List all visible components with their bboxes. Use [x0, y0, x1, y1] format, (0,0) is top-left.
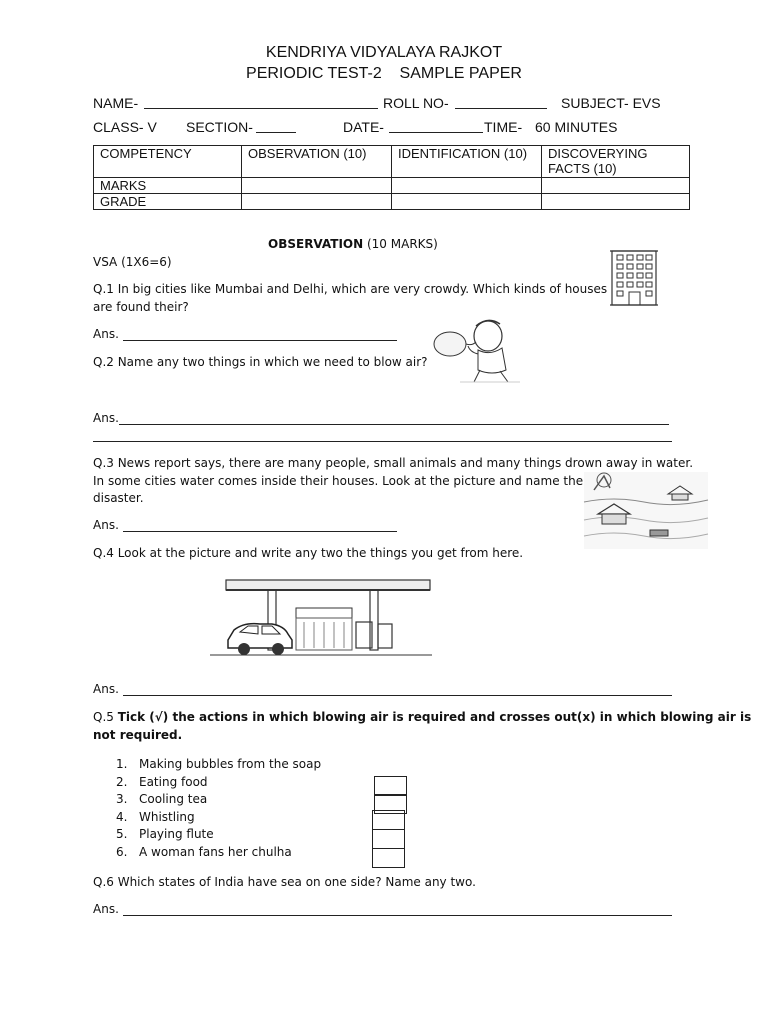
- rollno-label: ROLL NO-: [383, 95, 449, 111]
- table-header-cell: DISCOVERYING FACTS (10): [542, 146, 690, 178]
- date-input-line[interactable]: [389, 132, 483, 133]
- flood-illustration: [584, 472, 708, 549]
- table-row-label: GRADE: [94, 194, 242, 210]
- list-item-text: Cooling tea: [139, 792, 208, 807]
- answer-6-line[interactable]: [123, 915, 672, 916]
- answer-label: Ans.: [93, 327, 119, 341]
- answer-2-line-2[interactable]: [93, 441, 672, 442]
- question-1-line-1: Q.1 In big cities like Mumbai and Delhi, which are very crowdy. Which kinds of houses: [93, 282, 608, 296]
- section-title: OBSERVATION: [268, 237, 364, 251]
- table-row: [94, 178, 690, 194]
- school-name: KENDRIYA VIDYALAYA RAJKOT: [265, 44, 503, 61]
- list-item: [116, 791, 321, 809]
- table-cell[interactable]: [242, 194, 392, 210]
- name-label: NAME-: [93, 95, 139, 111]
- list-item: [116, 756, 322, 774]
- question-6: Q.6 Which states of India have sea on one side? Name any two.: [93, 875, 476, 889]
- list-item: [116, 844, 321, 862]
- rollno-input-line[interactable]: [455, 108, 547, 109]
- question-5-line-1: [93, 710, 751, 724]
- boy-blowing-balloon-illustration: [430, 316, 522, 384]
- building-illustration: [610, 245, 658, 307]
- list-item: [116, 826, 321, 844]
- actions-list: [116, 756, 322, 862]
- time-label: TIME-: [484, 119, 523, 135]
- question-4: Q.4 Look at the picture and write any two the things you get from here.: [93, 546, 524, 560]
- tick-box-3[interactable]: [372, 810, 405, 830]
- table-cell[interactable]: [542, 194, 690, 210]
- table-row: [94, 194, 690, 210]
- table-header-cell: COMPETENCY: [94, 146, 242, 178]
- answer-4-line[interactable]: [123, 695, 672, 696]
- tick-box-5[interactable]: [372, 848, 405, 868]
- list-item-text: A woman fans her chulha: [139, 844, 292, 859]
- table-cell[interactable]: [242, 178, 392, 194]
- answer-2-line-1[interactable]: [119, 424, 669, 425]
- question-2: Q.2 Name any two things in which we need to blow air?: [93, 355, 428, 369]
- class-label: CLASS- V: [93, 119, 157, 135]
- list-item: [116, 774, 321, 792]
- question-5-instruction: Tick (√) the actions in which blowing air is required and crosses out(x) in which blowing air is: [117, 710, 752, 724]
- test-title: PERIODIC TEST-2 SAMPLE PAPER: [246, 65, 522, 82]
- table-cell[interactable]: [392, 194, 542, 210]
- competency-table: [93, 145, 690, 210]
- answer-label: Ans.: [93, 902, 119, 916]
- list-item: [116, 809, 321, 827]
- table-row-label: MARKS: [94, 178, 242, 194]
- list-item-number: 3.: [116, 792, 128, 807]
- petrol-pump-illustration: [210, 578, 432, 658]
- tick-box-1[interactable]: [374, 776, 407, 796]
- subject-label: SUBJECT- EVS: [561, 95, 661, 111]
- list-item-text: Making bubbles from the soap: [139, 757, 322, 771]
- answer-3-line[interactable]: [123, 531, 397, 532]
- list-item-number: 5.: [116, 827, 128, 842]
- list-item-text: Whistling: [139, 809, 195, 824]
- section-input-line[interactable]: [256, 132, 296, 133]
- table-header-cell: IDENTIFICATION (10): [392, 146, 542, 178]
- tick-box-4[interactable]: [372, 829, 405, 849]
- answer-label: Ans.: [93, 411, 119, 425]
- list-item-number: 6.: [116, 844, 128, 859]
- answer-label: Ans.: [93, 518, 119, 532]
- table-header-row: [94, 146, 690, 178]
- list-item-text: Playing flute: [139, 827, 214, 842]
- answer-1-line[interactable]: [123, 340, 397, 341]
- question-3-line-1: Q.3 News report says, there are many people, small animals and many things drown away in water.: [93, 456, 694, 470]
- question-1-line-2: are found their?: [93, 300, 189, 314]
- section-label: SECTION-: [186, 119, 253, 135]
- table-cell[interactable]: [542, 178, 690, 194]
- question-3-line-2: In some cities water comes inside their houses. Look at the picture and name the: [93, 474, 584, 488]
- question-5-line-2: not required.: [93, 728, 183, 742]
- section-heading: [268, 237, 438, 251]
- date-label: DATE-: [343, 119, 384, 135]
- list-item-number: 1.: [116, 757, 128, 771]
- answer-label: Ans.: [93, 682, 119, 696]
- list-item-text: Eating food: [139, 774, 208, 789]
- question-5-number: Q.5: [93, 710, 114, 724]
- time-value: 60 MINUTES: [535, 119, 618, 135]
- list-item-number: 4.: [116, 809, 128, 824]
- table-cell[interactable]: [392, 178, 542, 194]
- section-marks: (10 MARKS): [366, 237, 438, 251]
- name-input-line[interactable]: [144, 108, 378, 109]
- question-3-line-3: disaster.: [93, 491, 144, 505]
- list-item-number: 2.: [116, 774, 128, 789]
- vsa-label: VSA (1X6=6): [93, 255, 172, 269]
- table-header-cell: OBSERVATION (10): [242, 146, 392, 178]
